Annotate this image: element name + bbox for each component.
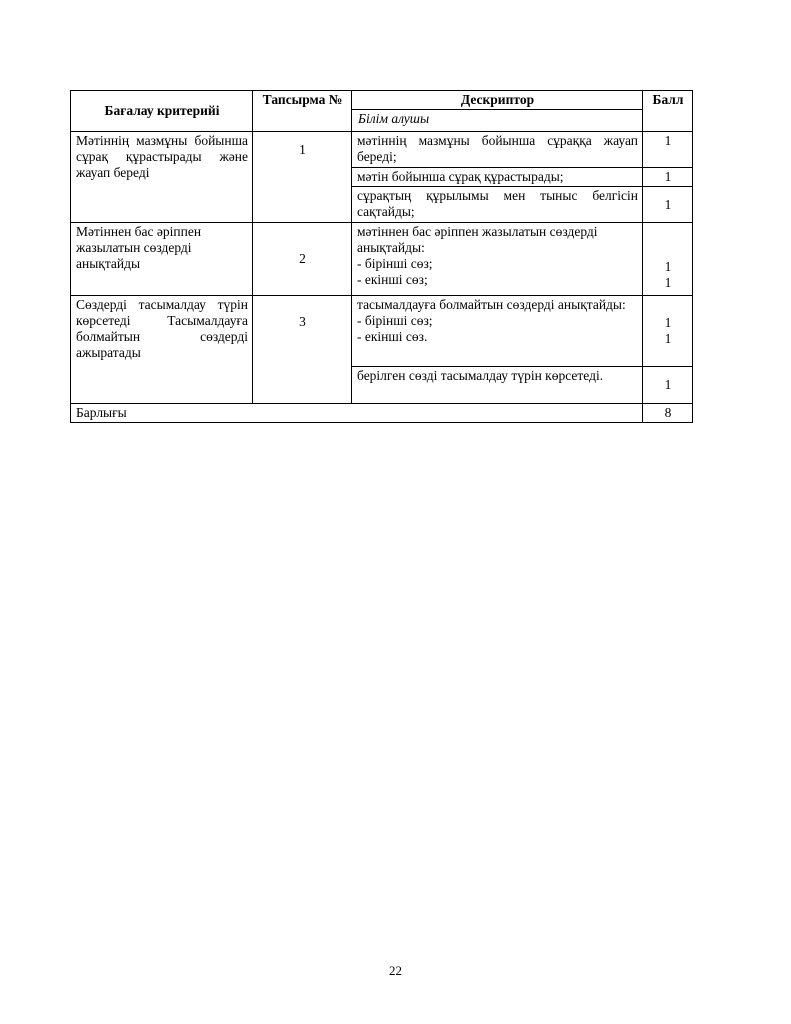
- criterion-cell: Мәтіннің мазмұны бойынша сұрақ құрастырады және жауап береді: [71, 132, 253, 223]
- score-cell: [643, 296, 693, 367]
- header-descriptor-subtitle: Білім алушы: [352, 110, 643, 132]
- descriptor-cell: мәтіннің мазмұны бойынша сұраққа жауап береді;: [352, 132, 643, 168]
- score-cell: 1: [643, 168, 693, 187]
- score-cell: 1: [643, 187, 693, 223]
- descriptor-line: - екінші сөз;: [357, 272, 428, 287]
- task-number-cell: 1: [253, 132, 352, 223]
- table-row: [71, 296, 693, 367]
- total-label: Барлығы: [71, 404, 643, 423]
- descriptor-line: - бірінші сөз;: [357, 256, 433, 271]
- descriptor-cell: сұрақтың құрылымы мен тыныс белгісін сақтайды;: [352, 187, 643, 223]
- score-line: 1: [664, 259, 672, 274]
- score-line: 1: [664, 315, 672, 330]
- descriptor-line: - екінші сөз.: [357, 329, 428, 344]
- page-number: 22: [389, 963, 402, 978]
- header-criteria: Бағалау критерийі: [71, 91, 253, 132]
- total-value: 8: [643, 404, 693, 423]
- descriptor-line: - бірінші сөз;: [357, 313, 433, 328]
- table-row: [71, 223, 693, 296]
- descriptor-cell: [352, 223, 643, 296]
- score-cell: [643, 223, 693, 296]
- score-cell: 1: [643, 132, 693, 168]
- descriptor-cell: мәтін бойынша сұрақ құрастырады;: [352, 168, 643, 187]
- descriptor-cell: берілген сөзді тасымалдау түрін көрсетеді.: [352, 367, 643, 404]
- descriptor-cell: [352, 296, 643, 367]
- assessment-table: [70, 90, 693, 423]
- task-number-cell: 2: [253, 223, 352, 296]
- task-number-cell: 3: [253, 296, 352, 404]
- total-row: [71, 404, 693, 423]
- criterion-cell: Мәтіннен бас әріппен жазылатын сөздерді анықтайды: [71, 223, 253, 296]
- table-header-row: [71, 91, 693, 110]
- header-task: Тапсырма №: [253, 91, 352, 132]
- descriptor-line: тасымалдауға болмайтын сөздерді анықтайды:: [357, 297, 626, 312]
- score-line: 1: [664, 331, 672, 346]
- criterion-cell: Сөздерді тасымалдау түрін көрсетеді Тасымалдауға болмайтын сөздерді ажыратады: [71, 296, 253, 404]
- score-line: 1: [664, 275, 672, 290]
- score-cell: 1: [643, 367, 693, 404]
- header-descriptor: Дескриптор: [352, 91, 643, 110]
- descriptor-line: мәтіннен бас әріппен жазылатын сөздерді анықтайды:: [357, 224, 598, 255]
- header-score: Балл: [643, 91, 693, 132]
- table-row: [71, 132, 693, 168]
